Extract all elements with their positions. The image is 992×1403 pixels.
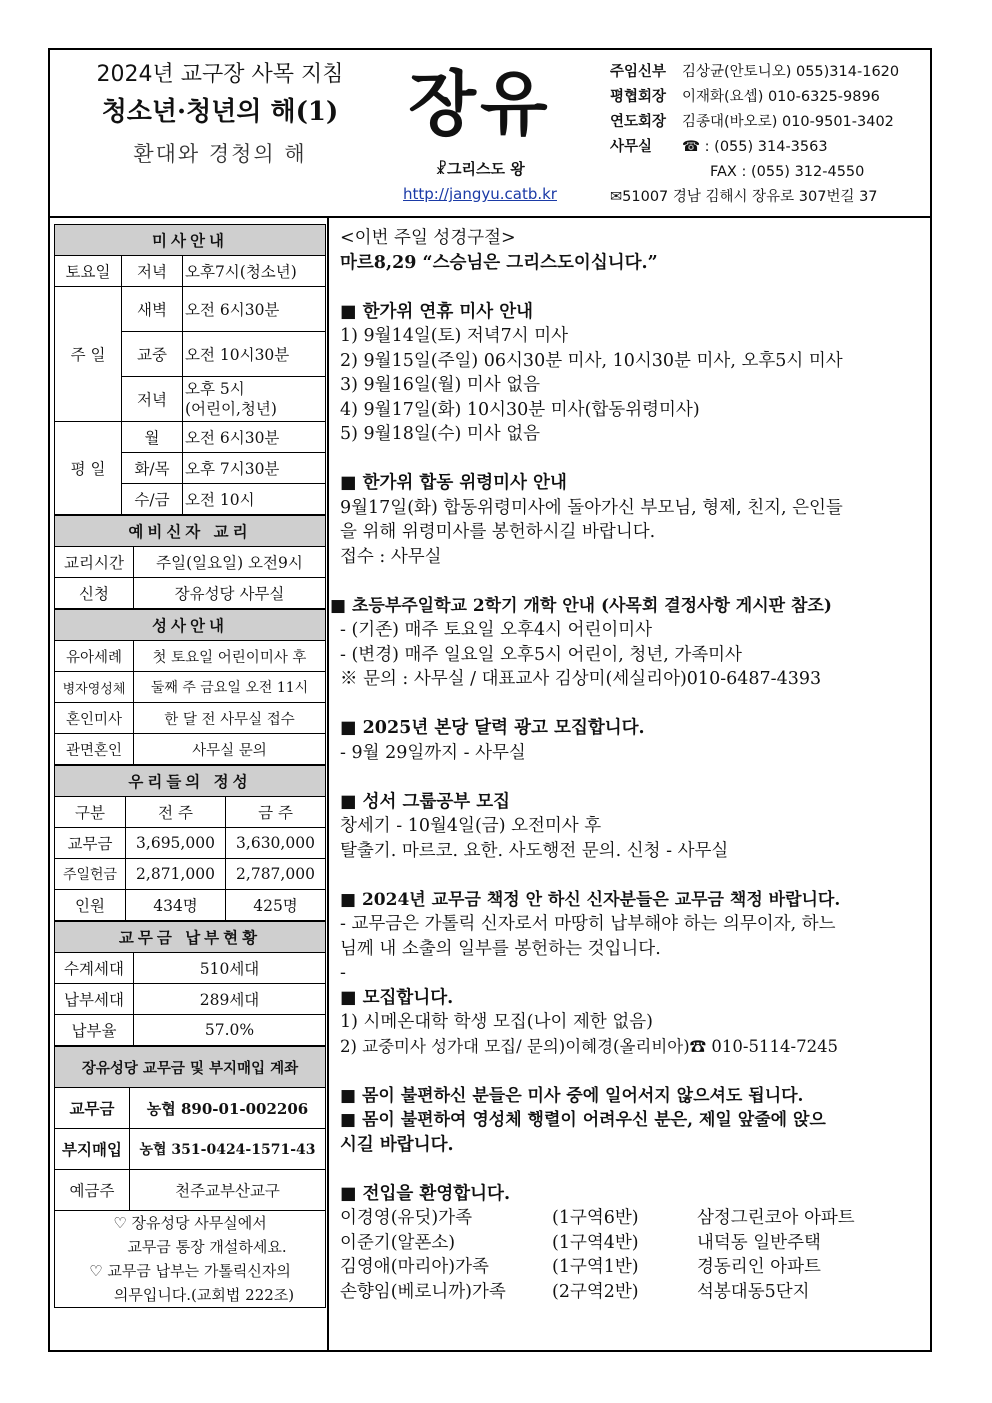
table-row: 교무금 3,695,000 3,630,000: [55, 828, 326, 859]
section-title: ■ 2025년 본당 달력 광고 모집합니다.: [340, 718, 645, 738]
guideline-year: 2024년 교구장 사목 지침: [96, 62, 344, 87]
list-item: 님께 내 소출의 일부를 봉헌하는 것입니다.: [340, 938, 661, 959]
contact-line: FAX : (055) 312-4550: [710, 164, 865, 180]
list-item: - (기존) 매주 토요일 오후4시 어린이미사: [340, 620, 653, 640]
list-item: 을 위해 위령미사를 봉헌하시길 바랍니다.: [340, 522, 656, 542]
catechumen-table: [54, 515, 326, 609]
sacrament-value: 첫 토요일 어린이미사 후: [134, 641, 326, 672]
account-title: 장유성당 교무금 및 부지매입 계좌: [55, 1047, 326, 1088]
bulletin-frame: [48, 48, 932, 1352]
body-area: [50, 216, 930, 1350]
parish-title: [370, 50, 590, 208]
dues-key: 납부세대: [55, 984, 134, 1015]
sacrament-value: 둘째 주 금요일 오전 11시: [134, 672, 326, 703]
sacrament-value: 한 달 전 사무실 접수: [134, 703, 326, 734]
section-title: ■ 2024년 교무금 책정 안 하신 신자분들은 교무금 책정 바랍니다.: [340, 889, 841, 910]
contact-line: 사무실 ☎ : (055) 314-3563: [610, 139, 828, 155]
offering-title: 우리들의 정성: [55, 766, 326, 797]
sacrament-key: 병자영성체: [55, 672, 134, 703]
list-item: 2) 9월15일(주일) 06시30분 미사, 10시30분 미사, 오후5시 미사: [340, 350, 843, 371]
sun-desc: 오후 5시 (어린이,청년): [183, 377, 326, 422]
catechumen-value: 주일(일요일) 오전9시: [134, 547, 326, 578]
section-title: 시길 바랍니다.: [340, 1134, 454, 1155]
account-table: [54, 1046, 326, 1308]
list-item: - 교무금은 가톨릭 신자로서 마땅히 납부해야 하는 의무이자, 하느: [340, 914, 836, 934]
pastoral-guideline: [50, 60, 390, 174]
catechumen-value: 장유성당 사무실: [134, 578, 326, 609]
announcements: [330, 226, 928, 1304]
contact-line: ✉51007 경남 김해시 장유로 307번길 37: [610, 189, 878, 205]
sun-desc: 오전 6시30분: [183, 287, 326, 332]
sun-time: 저녁: [122, 377, 183, 422]
sun-desc: 오전 10시30분: [183, 332, 326, 377]
gospel-title: <이번 주일 성경구절>: [340, 228, 516, 248]
sacrament-key: 혼인미사: [55, 703, 134, 734]
dues-notes: ♡ 장유성당 사무실에서 교무금 통장 개설하세요. ♡ 교무금 납부는 가톨릭신자의 의무입니다.(교회법 222조): [55, 1211, 326, 1308]
sat-day: 토요일: [55, 256, 122, 287]
week-time: 화/목: [122, 453, 183, 484]
sat-desc: 오후7시(청소년): [183, 256, 326, 287]
list-item: 9월17일(화) 합동위령미사에 돌아가신 부모님, 형제, 친지, 은인들: [340, 497, 843, 518]
dues-table: [54, 921, 326, 1046]
list-item: - (변경) 매주 일요일 오후5시 어린이, 청년, 가족미사: [340, 644, 742, 665]
sacrament-title: 성사안내: [55, 610, 326, 641]
list-item: ※ 문의 : 사무실 / 대표교사 김상미(세실리아)010-6487-4393: [340, 669, 822, 689]
guideline-subtheme: 환대와 경청의 해: [133, 142, 307, 166]
section-title: ■ 몸이 불편하여 영성체 행렬이 어려우신 분은, 제일 앞줄에 앉으: [340, 1110, 826, 1130]
offering-head: 구분: [55, 797, 126, 828]
sun-time: 교중: [122, 332, 183, 377]
list-item: 3) 9월16일(월) 미사 없음: [340, 375, 541, 395]
section-title: ■ 성서 그룹공부 모집: [340, 791, 511, 812]
section-title: ■ 초등부주일학교 2학기 개학 안내 (사목회 결정사항 게시판 참조): [330, 595, 832, 616]
list-item: 이준기(알폰소) (1구역4반) 내덕동 일반주택: [340, 1232, 821, 1253]
offering-table: [54, 765, 326, 921]
sacrament-value: 사무실 문의: [134, 734, 326, 765]
header: [50, 50, 930, 218]
parish-patron: ☧그리스도 왕: [435, 160, 525, 178]
list-item: 4) 9월17일(화) 10시30분 미사(합동위령미사): [340, 399, 700, 420]
parish-url-link[interactable]: http://jangyu.catb.kr: [403, 185, 557, 203]
table-row: 주일헌금 2,871,000 2,787,000: [55, 859, 326, 890]
account-value: 농협 351-0424-1571-43: [130, 1129, 326, 1170]
account-value: 농협 890-01-002206: [130, 1088, 326, 1129]
sun-time: 새벽: [122, 287, 183, 332]
offering-head: 전 주: [126, 797, 226, 828]
list-item: 손향임(베로니까)가족 (2구역2반) 석봉대동5단지: [340, 1281, 810, 1302]
catechumen-key: 교리시간: [55, 547, 134, 578]
week-label: 평 일: [55, 422, 122, 515]
week-desc: 오후 7시30분: [183, 453, 326, 484]
list-item: -: [340, 963, 346, 983]
list-item: 이경영(유딧)가족 (1구역6반) 삼정그린코아 아파트: [340, 1208, 855, 1228]
contact-line: 연도회장 김종대(바오로) 010-9501-3402: [610, 114, 894, 130]
parish-name: 장유: [408, 63, 552, 145]
list-item: 1) 9월14일(토) 저녁7시 미사: [340, 326, 569, 346]
list-item: 탈출기. 마르코. 요한. 사도행전 문의. 신청 - 사무실: [340, 840, 729, 861]
guideline-theme: 청소년·청년의 해(1): [101, 97, 339, 127]
week-time: 월: [122, 422, 183, 453]
sacrament-key: 유아세례: [55, 641, 134, 672]
list-item: 김영애(마리아)가족 (1구역1반) 경동리인 아파트: [340, 1257, 821, 1277]
contact-line: 평협회장 이재화(요셉) 010-6325-9896: [610, 89, 880, 105]
dues-title: 교무금 납부현황: [55, 922, 326, 953]
table-row: 인원 434명 425명: [55, 890, 326, 921]
catechumen-title: 예비신자 교리: [55, 516, 326, 547]
account-value: 천주교부산교구: [130, 1170, 326, 1211]
week-time: 수/금: [122, 484, 183, 515]
contact-line: 주임신부 김상균(안토니오) 055)314-1620: [610, 64, 900, 80]
list-item: 접수 : 사무실: [340, 546, 442, 567]
catechumen-key: 신청: [55, 578, 134, 609]
sidebar: [54, 224, 326, 1308]
list-item: 2) 교중미사 성가대 모집/ 문의)이혜경(올리비아)☎ 010-5114-7245: [340, 1036, 839, 1056]
sat-time: 저녁: [122, 256, 183, 287]
account-key: 예금주: [55, 1170, 130, 1211]
dues-value: 57.0%: [134, 1015, 326, 1046]
contact-block: [610, 60, 928, 210]
dues-value: 510세대: [134, 953, 326, 984]
section-title: ■ 한가위 합동 위령미사 안내: [340, 473, 567, 493]
section-title: ■ 전입을 환영합니다.: [340, 1183, 511, 1204]
week-desc: 오전 6시30분: [183, 422, 326, 453]
column-divider: [327, 216, 329, 1350]
mass-title: 미사안내: [55, 225, 326, 256]
list-item: 창세기 - 10월4일(금) 오전미사 후: [340, 816, 602, 836]
list-item: 5) 9월18일(수) 미사 없음: [340, 424, 541, 444]
dues-key: 수계세대: [55, 953, 134, 984]
section-title: ■ 모집합니다.: [340, 987, 454, 1008]
sacrament-table: [54, 609, 326, 765]
section-title: ■ 한가위 연휴 미사 안내: [340, 301, 534, 322]
week-desc: 오전 10시: [183, 484, 326, 515]
sun-label: 주 일: [55, 287, 122, 422]
gospel-text: 마르8,29 “스승님은 그리스도이십니다.”: [340, 252, 658, 273]
dues-value: 289세대: [134, 984, 326, 1015]
dues-key: 납부율: [55, 1015, 134, 1046]
account-key: 교무금: [55, 1088, 130, 1129]
section-title: ■ 몸이 불편하신 분들은 미사 중에 일어서지 않으셔도 됩니다.: [340, 1085, 804, 1106]
mass-table: [54, 224, 326, 515]
account-key: 부지매입: [55, 1129, 130, 1170]
offering-head: 금 주: [226, 797, 326, 828]
list-item: - 9월 29일까지 - 사무실: [340, 742, 526, 763]
list-item: 1) 시메온대학 학생 모집(나이 제한 없음): [340, 1012, 654, 1032]
sacrament-key: 관면혼인: [55, 734, 134, 765]
